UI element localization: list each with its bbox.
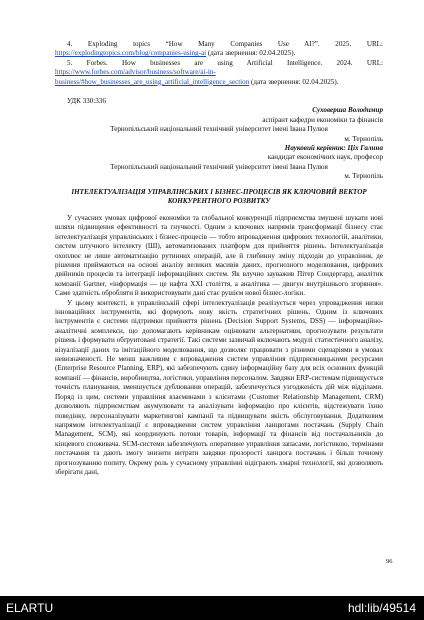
reference-5-link[interactable]: https://www.forbes.com/advisor/business/software/ai-in-business/#how_businesses_are_using_artificial_intelligence_section	[55, 68, 250, 86]
reference-4-link[interactable]: https://explodingtopics.com/blog/companies-using-ai	[55, 49, 207, 58]
footer-repository-name: ELARTU	[6, 601, 54, 615]
supervisor-name: Науковий керівник: Ціх Галина	[284, 144, 383, 153]
author-position: аспірант кафедри економіки та фінансів	[262, 115, 383, 124]
supervisor-university: Тернопільський національний технічний університет імені Івана Пулюя	[110, 162, 328, 171]
body-paragraph-2: У цьому контексті, в управлінській сфері інтелектуалізація реалізується через упровадження низки інноваційних інструментів, які формують нову якість стратегічних рішень. Одним із ключових інструментів є системи підтримки прийняття рішень (Decision Support Systems, DSS) — інформаційно-аналітичні комплекси, що допомагають керівникам оцінювати альтернативи, прогнозувати результати рішень і формувати обґрунтовані стратегії. Такі системи зазвичай включають модулі статистичного аналізу, візуалізації даних та імітаційного моделювання, що дозволяє працювати з різними сценаріями в умовах невизначеності. Не менш важливим є впровадження систем управління підприємницькими ресурсами (Enterprise Resource Planning, ERP), які забезпечують єдину інформаційну базу для всіх основних функцій компанії — фінансів, виробництва, логістики, управління персоналом. Завдяки ERP-системам підвищується точність планування, зменшується дублювання операцій, забезпечується узгодженість дій між відділами. Поряд із цим, системи управління взаєминами з клієнтами (Customer Relationship Management, CRM) дозволяють підприємствам акумулювати та аналізувати інформацію про клієнтів, відстежувати їхню поведінку, персоналізувати маркетингові кампанії та підвищувати якість обслуговування. Додатковим напрямом інтелектуалізації є впровадження систем управління ланцюгами постачань (Supply Chain Management, SCM), які координують потоки товарів, інформації та фінансів від постачальників до кінцевого споживача. SCM-системи забезпечують оперативне управління запасами, логістикою, термінами постачання та дають змогу знизити витрати завдяки прозорості ланцюга постачань і більш точному прогнозуванню попиту. Окрему роль у сучасному управлінні відіграють хмарні технології, які дозволяють зберігати дані,	[55, 298, 383, 476]
supervisor-degree: кандидат економічних наук, професор	[267, 153, 383, 162]
supervisor-city: м. Тернопіль	[344, 172, 383, 181]
reference-5: 5. Forbes. How businesses are using Artificial Intelligence. 2024. URL: https://www.forbes.com/advisor/business/software/ai-in-business/#how_businesses_are_using_artificial_intelligence_section (дата звернення: 02.04.2025).	[55, 58, 383, 86]
page-number: 96	[386, 558, 393, 565]
author-city: м. Тернопіль	[344, 134, 383, 143]
page-content	[55, 40, 383, 477]
article-title: ІНТЕЛЕКТУАЛІЗАЦІЯ УПРАВЛІНСЬКИХ І БІЗНЕС-ПРОЦЕСІВ ЯК КЛЮЧОВИЙ ВЕКТОР КОНКУРЕНТНОГО РОЗВИТКУ	[71, 187, 367, 206]
footer-bar	[0, 596, 424, 620]
footer-handle: hdl:lib/49514	[347, 601, 416, 615]
reference-4: 4. Exploding topics “How Many Companies Use AI?”. 2025. URL: https://explodingtopics.com/blog/companies-using-ai (дата звернення: 02.04.2025).	[55, 40, 383, 58]
author-university: Тернопільський національний технічний університет імені Івана Пулюя	[110, 125, 328, 134]
udk-code: УДК 330:336	[67, 97, 106, 106]
author-name: Суховерша Володимир	[312, 106, 383, 115]
body-paragraph-1: У сучасних умовах цифрової економіки та глобальної конкуренції підприємства змушені шукати нові шляхи підвищення ефективності та гнучкості. Одним з ключових напрямів трансформації бізнесу стає інтелектуалізація управлінських і бізнес-процесів — тобто впровадження цифрових технологій, аналітики, систем штучного інтелекту (ШІ), автоматизованих платформ для прийняття рішень. Інтелектуалізація охоплює не лише автоматизацію рутинних операцій, але й глибинну зміну підходів до управління, де рішення приймаються на основі аналізу великих масивів даних, прогнозного моделювання, цифрових двійників процесів та інтеграції інформаційних систем. Як влучно зауважив Пітер Сондергард, аналітик компанії Gartner, «інформація — це нафта XXI століття, а аналітика — двигун внутрішнього згоряння». Саме здатність обробляти й використовувати дані стає рушієм нової бізнес-логіки.	[55, 213, 383, 298]
